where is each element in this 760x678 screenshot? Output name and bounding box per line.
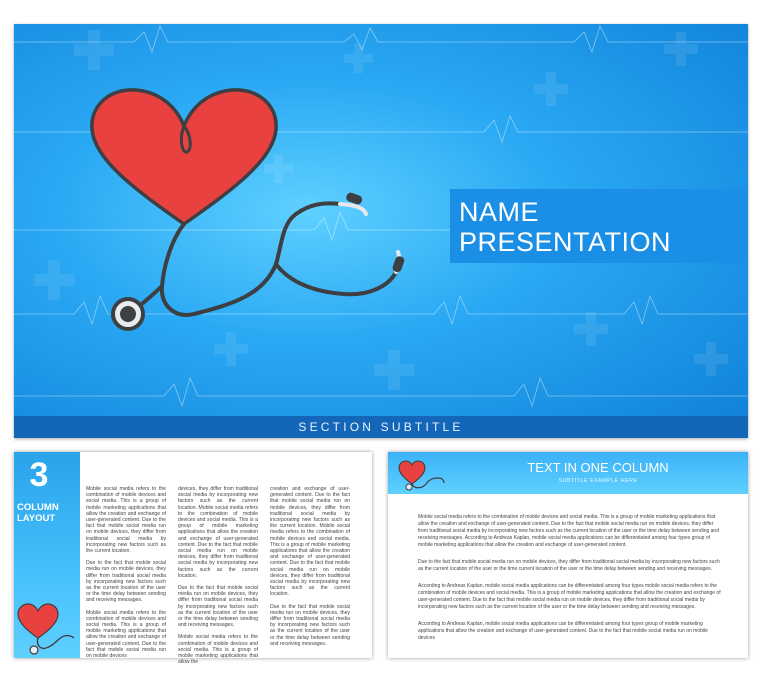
- text-column-3: [270, 486, 350, 653]
- title-line-2[interactable]: PRESENTATION: [459, 227, 672, 257]
- text-column-2: [178, 486, 258, 671]
- column-paragraph: Mobile social media refers to the combination of mobile devices and social media. This is a group of mobile marketing applications that allow the creation and exchange of user-generated content. Due to the fact that mobile social media run on mobile devices: [86, 609, 166, 660]
- heart-stethoscope-mini-icon: [396, 456, 450, 492]
- column-paragraph: creation and exchange of user-generated content. Due to the fact that mobile social media run on mobile devices, they differ from traditional social media by incorporating new factors such as the current location. Mobile social media refers to the combination of mobile devices and social media. This is a group of mobile marketing applications that allow the creation and exchange of user-generated content. Due to the fact that mobile social media run on mobile devices, they differ from traditional social media by incorporating new factors such as the current location.: [270, 486, 350, 598]
- heart-stethoscope-mini-icon: [14, 592, 80, 658]
- one-column-slide[interactable]: [388, 452, 748, 658]
- slide-subtitle: SUBTITLE EXAMPLE HERE: [558, 478, 638, 484]
- layout-label: COLUMN LAYOUT: [17, 502, 59, 524]
- slide-body-text: [418, 514, 722, 652]
- column-paragraph: devices, they differ from traditional social media by incorporating new factors such as the current location. Mobile social media refers to the combination of mobile devices and social media. This is a group of mobile marketing applications that allow the creation and exchange of user-generated content. Due to the fact that mobile social media run on mobile devices, they differ from traditional social media by incorporating new factors such as the current location.: [178, 486, 258, 579]
- column-paragraph: Mobile social media refers to the combination of mobile devices and social media. This is a group of mobile marketing applications that allow the creation and exchange of user-generated content. Due to the fact that mobile social media run on mobile devices, they differ from traditional social media by incorporating new factors such as the current location.: [86, 486, 166, 555]
- body-paragraph: Mobile social media refers to the combination of mobile devices and social media. This is a group of mobile marketing applications that allow the creation and exchange of user-generated content. Due to the fact that mobile social media run on mobile devices, they differ from traditional social media by incorporating new factors such as the current location of the user or the time delay between sending and receiving messages. According to Andreas Kaplan, mobile social media applications can be differentiated among four types group of mobile marketing applications that allow the creation and exchange of user-generated content.: [418, 514, 719, 548]
- text-column-1: [86, 486, 166, 665]
- section-subtitle[interactable]: SECTION SUBTITLE: [14, 416, 748, 438]
- slide-header: [388, 452, 748, 494]
- heart-stethoscope-illustration: [14, 24, 434, 354]
- slide-title: TEXT IN ONE COLUMN: [527, 460, 669, 475]
- title-box[interactable]: [450, 189, 748, 263]
- body-paragraph: According to Andreas Kaplan, mobile social media applications can be differentiated among four types group of mobile marketing applications that allow the creation and exchange of user-generated content. Due to the fact that mobile social media run on mobile devices: [418, 621, 708, 641]
- main-title-slide[interactable]: [14, 24, 748, 438]
- body-paragraph: According to Andreas Kaplan, mobile social media applications can be differentiated among four types mobile social media refers to the combination of mobile devices and social media. This is a group of mobile marketing applications that allow the creation and exchange of user-generated content. Due to the fact that mobile social media run on mobile devices, they differ from traditional social media by incorporating new factors such as the current location of the user or the time delay between sending and receiving messages.: [418, 583, 721, 610]
- left-accent-strip: [14, 452, 80, 658]
- column-paragraph: Due to the fact that mobile social media run on mobile devices, they differ from traditional social media by incorporating new factors such as the current location of the user or the time delay between sending and receiving messages.: [178, 585, 258, 629]
- column-paragraph: Due to the fact that mobile social media run on mobile devices, they differ from traditional social media by incorporating new factors such as the current location of the user or the time delay between sending and receiving messages.: [270, 603, 350, 647]
- body-paragraph: Due to the fact that mobile social media run on mobile devices, they differ from traditional social media by incorporating new factors such as the current location of the user or the time current location of the user or the time delay between sending and receiving messages.: [418, 559, 720, 572]
- column-paragraph: Due to the fact that mobile social media run on mobile devices, they differ from traditional social media by incorporating new factors such as the current location of the user or the time delay between sending and receiving messages.: [86, 560, 166, 604]
- title-line-1[interactable]: NAME: [459, 197, 540, 227]
- heart-icon: [92, 90, 276, 224]
- stethoscope-icon: [113, 192, 405, 329]
- column-count-number: 3: [29, 456, 49, 494]
- three-column-slide[interactable]: [14, 452, 372, 666]
- column-paragraph: Mobile social media refers to the combination of mobile devices and social media. This is a group of mobile marketing applications that allow the: [178, 634, 258, 666]
